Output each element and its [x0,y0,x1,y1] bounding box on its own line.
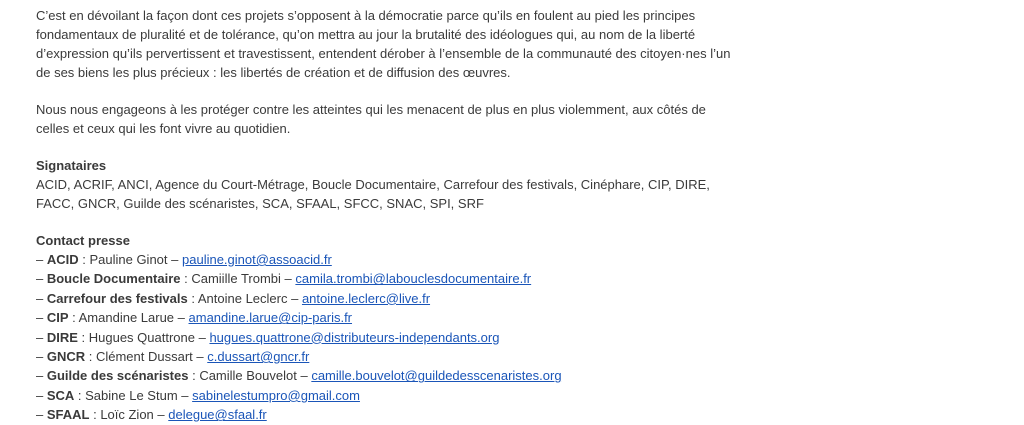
separator: : [187,290,198,306]
dash: – [36,349,47,365]
dash: – [36,252,47,267]
separator: : [74,387,86,403]
contact-email-link[interactable]: amandine.larue@cip-paris.fr [188,310,353,326]
contact-sca [36,386,736,405]
contact-email-link[interactable]: hugues.quattrone@distributeurs-independants.org [209,329,500,345]
contact-name: Pauline Ginot – [89,252,179,267]
signatories-list: ACID, ACRIF, ANCI, Agence du Court-Métrage, Boucle Documentaire, Carrefour des festivals, Cinéphare, CIP, DIRE, FACC, GNCR, Guilde des scénaristes, SCA, SFAAL, SFCC, SNAC, SPI, SRF [36,177,710,211]
dash: – [36,407,47,423]
press-contact-heading: Contact presse [36,233,130,248]
contact-email-link[interactable]: delegue@sfaal.fr [168,407,267,423]
press-contact-section [36,231,736,425]
contact-org: Guilde des scénaristes [46,368,189,384]
contact-name: Sabine Le Stum – [85,387,189,403]
contact-org: ACID [46,252,79,267]
contact-org: CIP [46,310,69,326]
separator: : [78,252,90,267]
paragraph-commitment: Nous nous engageons à les protéger contre les atteintes qui les menacent de plus en plus violemment, aux côtés de celles et ceux qui les font vivre au quotidien. [36,102,706,136]
dash: – [36,271,47,287]
separator: : [89,407,101,423]
contact-dire [36,328,736,347]
contact-org: GNCR [46,349,86,365]
contact-gncr [36,347,736,366]
signatories-heading: Signataires [36,158,107,173]
contact-boucle-documentaire [36,269,736,288]
contact-org: SCA [46,387,75,403]
paragraph-democracy: C’est en dévoilant la façon dont ces projets s’opposent à la démocratie parce qu’ils en foulent au pied les principes fondamentaux de pluralité et de tolérance, qu’on mettra au jour la brutalité des idéologues qui, au nom de la liberté d’expression qu’ils pervertissent et travestissent, entendent dérober à l’ensemble de la communauté des citoyen·nes l’un de ses biens les plus précieux : les libertés de création et de diffusion des œuvres. [36,8,731,80]
contact-org: DIRE [46,329,78,345]
contact-name: Amandine Larue – [78,310,185,326]
dash: – [36,310,47,326]
article-body [36,6,736,425]
contact-name: Antoine Leclerc – [197,290,299,306]
press-contact-list [36,250,736,425]
contact-email-link[interactable]: c.dussart@gncr.fr [207,349,310,365]
contact-sfaal [36,405,736,424]
separator: : [180,271,192,287]
signatories-section [36,156,736,213]
separator: : [188,368,200,384]
contact-email-link[interactable]: sabinelestumpro@gmail.com [192,387,360,403]
contact-email-link[interactable]: antoine.leclerc@live.fr [301,290,431,306]
contact-guilde-des-scenaristes [36,366,736,385]
contact-org: Carrefour des festivals [46,290,188,306]
contact-org: SFAAL [46,407,90,423]
dash: – [36,368,47,384]
contact-carrefour-des-festivals [36,289,736,308]
separator: : [77,329,89,345]
contact-email-link[interactable]: pauline.ginot@assoacid.fr [182,252,332,267]
contact-email-link[interactable]: camille.bouvelot@guildedesscenaristes.org [311,368,562,384]
contact-email-link[interactable]: camila.trombi@labouclesdocumentaire.fr [295,271,532,287]
dash: – [36,329,47,345]
contact-acid [36,250,736,269]
contact-cip [36,308,736,327]
dash: – [36,387,47,403]
separator: : [68,310,79,326]
contact-name: Loïc Zion – [100,407,165,423]
contact-name: Clément Dussart – [95,349,204,365]
contact-name: Hugues Quattrone – [88,329,206,345]
contact-name: Camille Bouvelot – [199,368,308,384]
contact-name: Camiille Trombi – [191,271,292,287]
contact-org: Boucle Documentaire [46,271,181,287]
separator: : [85,349,96,365]
dash: – [36,290,47,306]
